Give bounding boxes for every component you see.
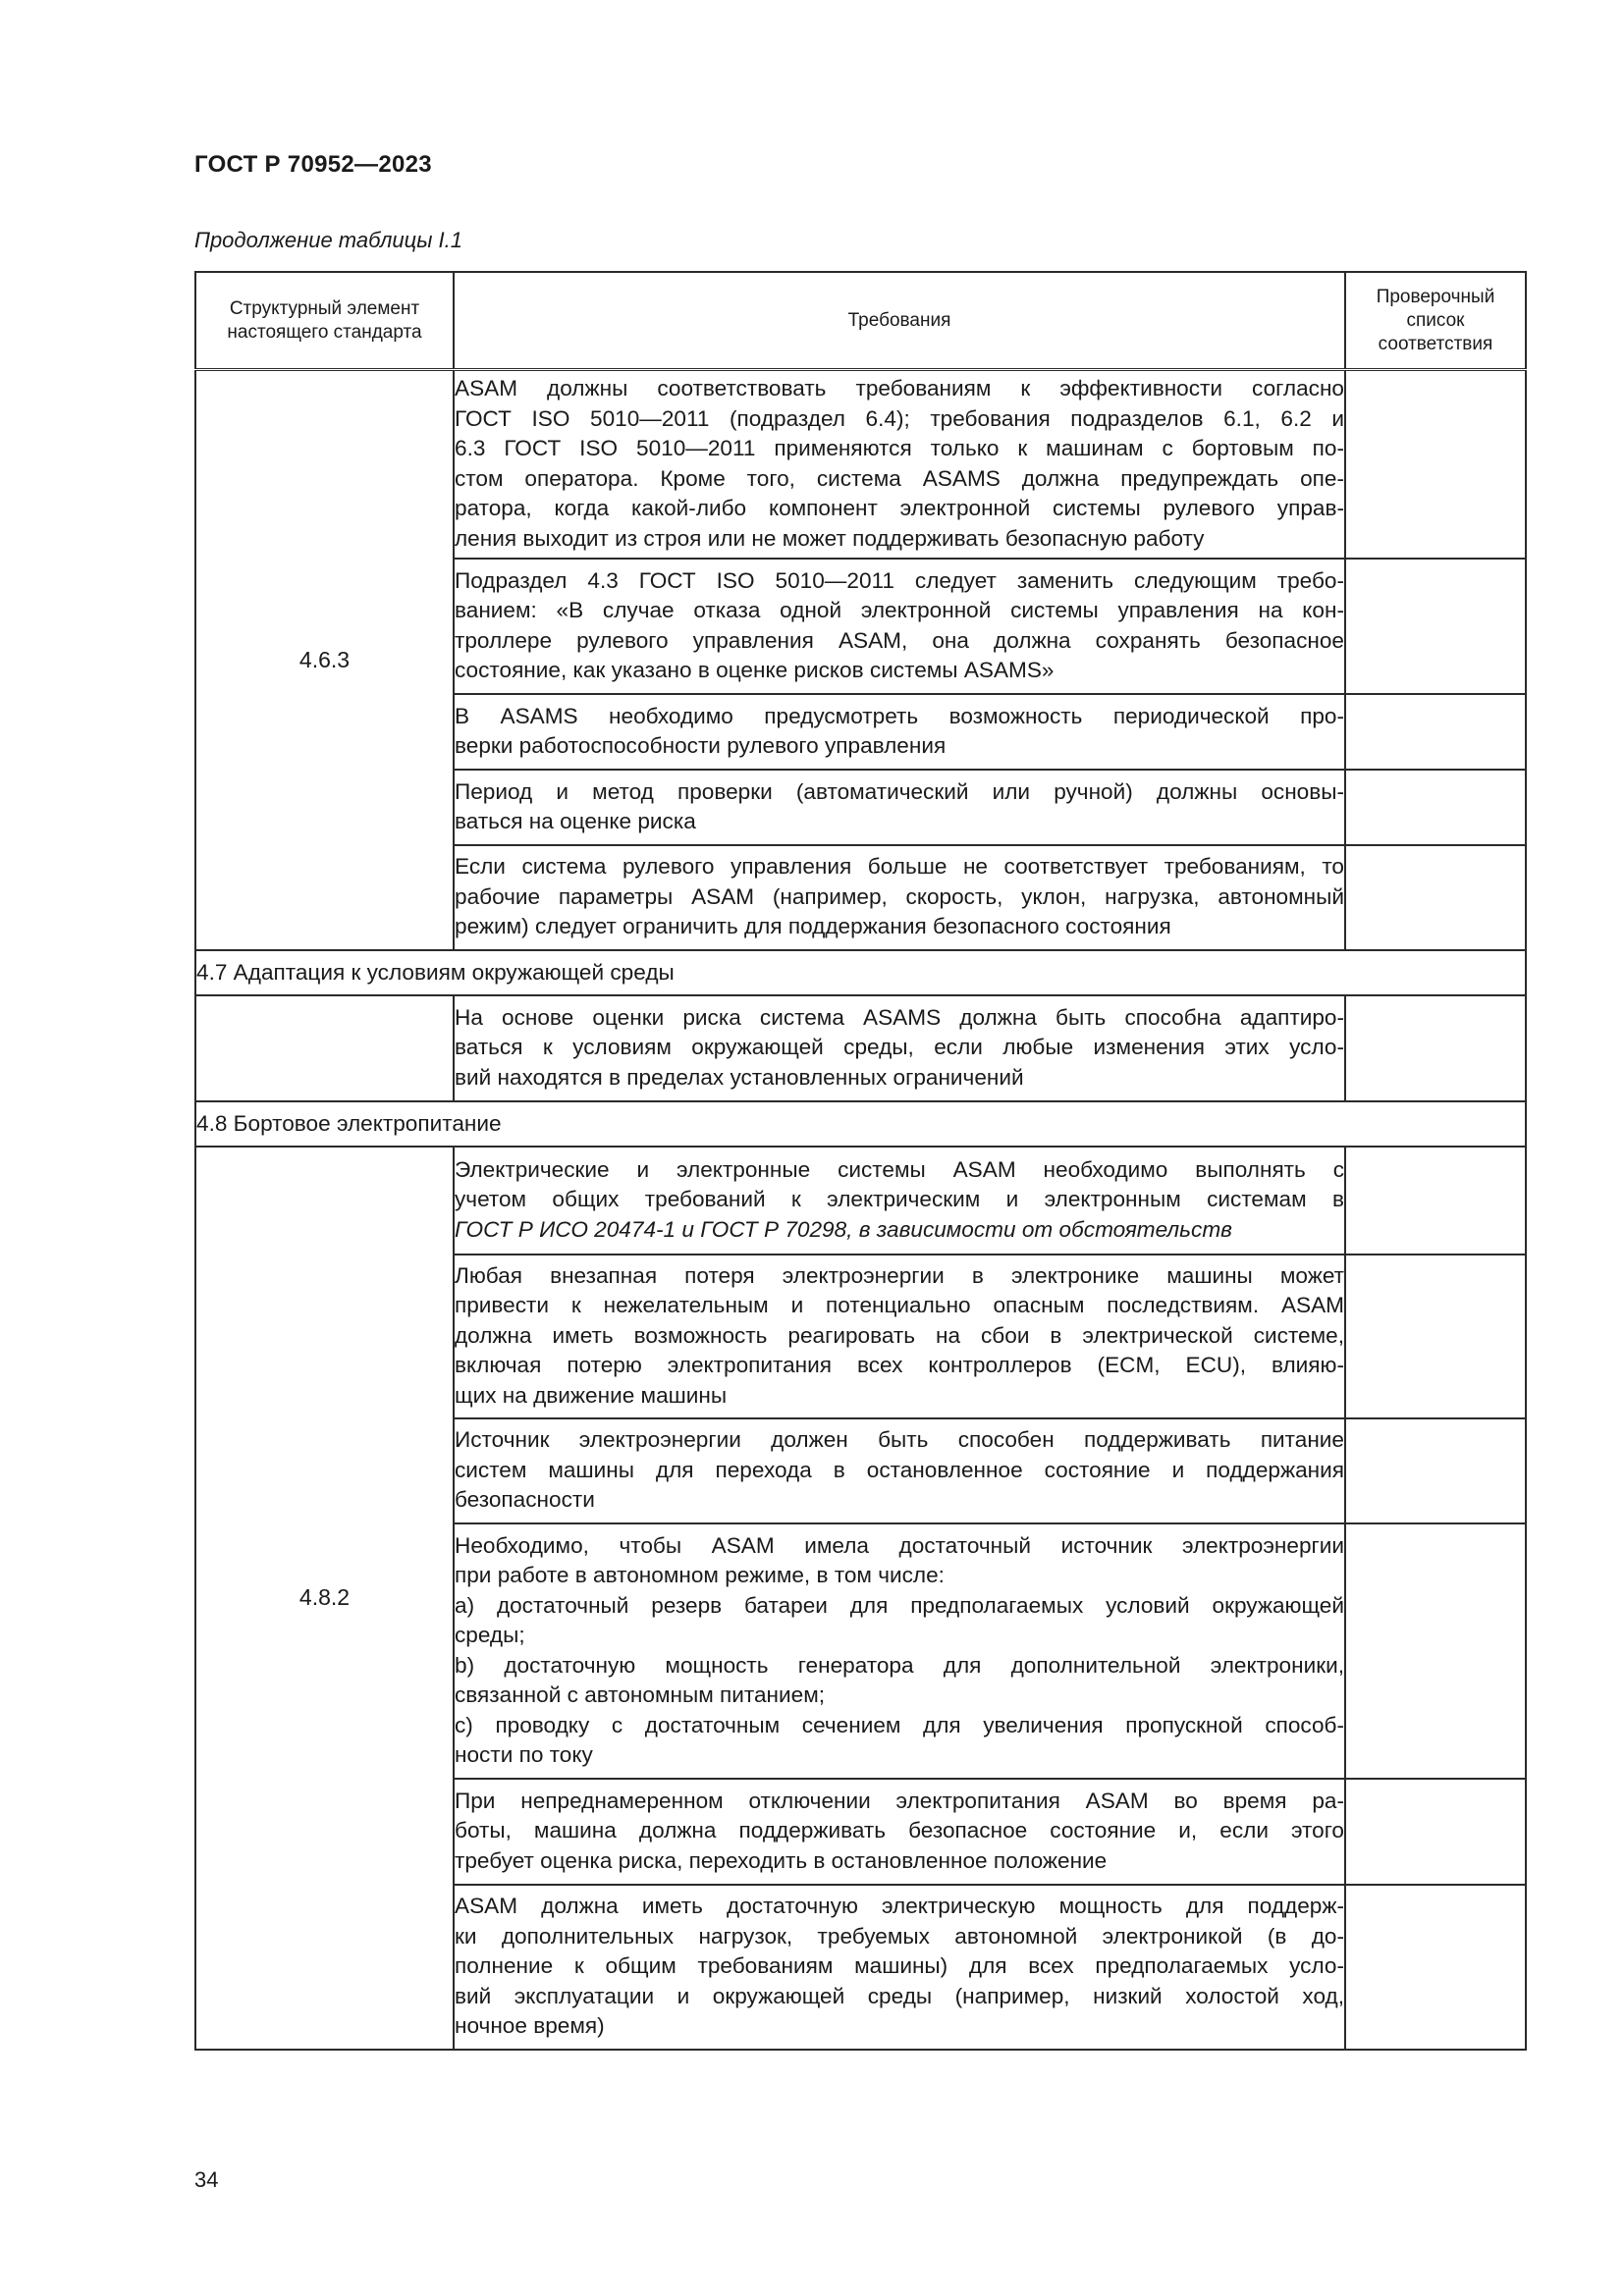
table-row — [195, 1147, 1526, 1255]
column-header-element: Структурный элемент настоящего стандарта — [195, 272, 454, 370]
requirements-table — [194, 271, 1527, 2051]
requirement-cell: Необходимо, чтобы ASAM имела достаточный источник электроэнергии при работе в автономном режиме, в том числе: a) достаточный резерв батареи для предполагаемых условий окружающей среды; b) достаточную мощность генератора для дополнительной электроники, связанной с автономным питанием; c) проводку с достаточным сечением для увеличения пропускной способ- ности по току — [454, 1523, 1345, 1779]
checklist-cell — [1345, 1147, 1526, 1255]
table-group-row — [195, 950, 1526, 995]
checklist-cell — [1345, 1255, 1526, 1418]
requirement-cell: Источник электроэнергии должен быть способен поддерживать питание систем машины для перехода в остановленное состояние и поддержания безопасности — [454, 1418, 1345, 1523]
requirement-cell: В ASAMS необходимо предусмотреть возможность периодической про- верки работоспособности рулевого управления — [454, 694, 1345, 770]
checklist-cell — [1345, 694, 1526, 770]
section-title-4-8: 4.8 Бортовое электропитание — [195, 1101, 1526, 1147]
table-row — [195, 995, 1526, 1101]
checklist-cell — [1345, 1779, 1526, 1885]
table-continuation-caption: Продолжение таблицы I.1 — [194, 228, 462, 252]
checklist-cell — [1345, 1418, 1526, 1523]
requirement-cell: На основе оценки риска система ASAMS должна быть способна адаптиро- ваться к условиям окружающей среды, если любые изменения этих усло- вий находятся в пределах установленных ограничений — [454, 995, 1345, 1101]
checklist-cell — [1345, 845, 1526, 950]
checklist-cell — [1345, 1523, 1526, 1779]
table-group-row — [195, 1101, 1526, 1147]
section-label-4-6-3: 4.6.3 — [195, 370, 454, 950]
checklist-cell — [1345, 995, 1526, 1101]
requirement-cell: При непреднамеренном отключении электропитания ASAM во время ра- боты, машина должна поддерживать безопасное состояние и, если этого требует оценка риска, переходить в остановленное положение — [454, 1779, 1345, 1885]
requirement-cell: ASAM должна иметь достаточную электрическую мощность для поддерж- ки дополнительных нагрузок, требуемых автономной электроникой (в до- полнение к общим требованиям машины) для всех предполагаемых усло- вий эксплуатации и окружающей среды (например, низкий холостой ход, ночное время) — [454, 1885, 1345, 2050]
document-id: ГОСТ Р 70952—2023 — [194, 151, 432, 178]
column-header-checklist: Проверочный список соответствия — [1345, 272, 1526, 370]
checklist-cell — [1345, 770, 1526, 845]
checklist-cell — [1345, 370, 1526, 559]
section-title-4-7: 4.7 Адаптация к условиям окружающей среды — [195, 950, 1526, 995]
requirement-cell: Подраздел 4.3 ГОСТ ISO 5010—2011 следует заменить следующим требо- ванием: «В случае отказа одной электронной системы управления на кон- троллере рулевого управления ASAM, она должна сохранять безопасное состояние, как указано в оценке рисков системы ASAMS» — [454, 559, 1345, 694]
requirement-cell: Период и метод проверки (автоматический или ручной) должны основы- ваться на оценке риска — [454, 770, 1345, 845]
section-label-empty — [195, 995, 454, 1101]
section-label-4-8-2: 4.8.2 — [195, 1147, 454, 2050]
table-header-row — [195, 272, 1526, 370]
requirement-cell: Если система рулевого управления больше не соответствует требованиям, то рабочие параметры ASAM (например, скорость, уклон, нагрузка, автономный режим) следует ограничить для поддержания безопасного состояния — [454, 845, 1345, 950]
requirement-cell: ASAM должны соответствовать требованиям к эффективности согласно ГОСТ ISO 5010—2011 (подраздел 6.4); требования подразделов 6.1, 6.2 и 6.3 ГОСТ ISO 5010—2011 применяются только к машинам с бортовым по- стом оператора. Кроме того, система ASAMS должна предупреждать опе- ратора, когда какой-либо компонент электронной системы рулевого управ- ления выходит из строя или не может поддерживать безопасную работу — [454, 370, 1345, 559]
page-number: 34 — [194, 2167, 219, 2192]
checklist-cell — [1345, 1885, 1526, 2050]
table-row — [195, 370, 1526, 559]
checklist-cell — [1345, 559, 1526, 694]
column-header-requirements: Требования — [454, 272, 1345, 370]
requirement-cell: Любая внезапная потеря электроэнергии в электронике машины может привести к нежелательным и потенциально опасным последствиям. ASAM должна иметь возможность реагировать на сбои в электрической системе, включая потерю электропитания всех контроллеров (ECM, ECU), влияю- щих на движение машины — [454, 1255, 1345, 1418]
requirement-cell: Электрические и электронные системы ASAM необходимо выполнять с учетом общих требований к электрическим и электронным системам в ГОСТ Р ИСО 20474-1 и ГОСТ Р 70298, в зависимости от обстоятельств — [454, 1147, 1345, 1255]
